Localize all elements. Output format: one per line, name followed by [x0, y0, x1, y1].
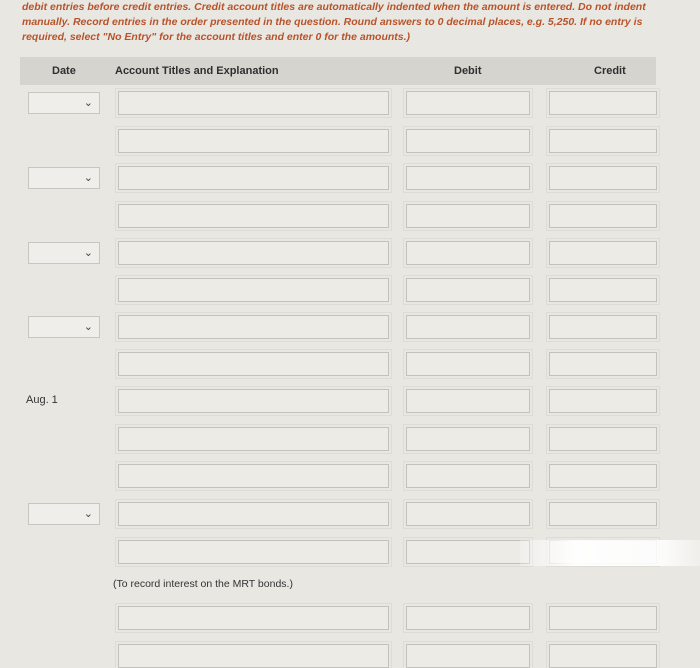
account-title-input[interactable] [118, 389, 389, 413]
credit-input[interactable] [549, 540, 657, 564]
debit-input[interactable] [406, 315, 530, 339]
credit-input[interactable] [549, 91, 657, 115]
account-title-input[interactable] [118, 644, 389, 668]
debit-input[interactable] [406, 427, 530, 451]
credit-input[interactable] [549, 502, 657, 526]
journal-row [0, 464, 700, 488]
entry-explanation-note: (To record interest on the MRT bonds.) [113, 578, 293, 590]
credit-input[interactable] [549, 606, 657, 630]
credit-input[interactable] [549, 427, 657, 451]
debit-input[interactable] [406, 241, 530, 265]
account-title-input[interactable] [118, 241, 389, 265]
account-title-input[interactable] [118, 278, 389, 302]
date-select[interactable] [28, 92, 100, 114]
account-title-input[interactable] [118, 464, 389, 488]
debit-input[interactable] [406, 129, 530, 153]
credit-input[interactable] [549, 315, 657, 339]
credit-input[interactable] [549, 352, 657, 376]
chevron-down-icon: ⌄ [83, 96, 93, 109]
header-credit: Credit [594, 65, 626, 77]
credit-input[interactable] [549, 278, 657, 302]
credit-input[interactable] [549, 644, 657, 668]
journal-row [0, 129, 700, 153]
entry-date: Aug. 1 [26, 394, 58, 406]
journal-row [0, 540, 700, 564]
debit-input[interactable] [406, 502, 530, 526]
account-title-input[interactable] [118, 606, 389, 630]
date-select[interactable] [28, 242, 100, 264]
chevron-down-icon: ⌄ [83, 171, 93, 184]
journal-row [0, 389, 700, 413]
debit-input[interactable] [406, 606, 530, 630]
account-title-input[interactable] [118, 91, 389, 115]
journal-row [0, 352, 700, 376]
debit-input[interactable] [406, 540, 530, 564]
journal-table-header [20, 57, 656, 85]
account-title-input[interactable] [118, 166, 389, 190]
debit-input[interactable] [406, 464, 530, 488]
debit-input[interactable] [406, 91, 530, 115]
date-select[interactable] [28, 316, 100, 338]
account-title-input[interactable] [118, 352, 389, 376]
account-title-input[interactable] [118, 540, 389, 564]
journal-row [0, 241, 700, 265]
journal-row [0, 427, 700, 451]
credit-input[interactable] [549, 241, 657, 265]
journal-row [0, 606, 700, 630]
credit-input[interactable] [549, 464, 657, 488]
chevron-down-icon: ⌄ [83, 507, 93, 520]
header-date: Date [52, 65, 76, 77]
journal-row [0, 166, 700, 190]
journal-row [0, 315, 700, 339]
debit-input[interactable] [406, 352, 530, 376]
instructions-text: debit entries before credit entries. Credit account titles are automatically indented when the amount is entered. Do not indent manually. Record entries in the order presented in the question. Round answers to 0 decimal places, e.g. 5,250. If no entry is required, select "No Entry" for the account titles and enter 0 for the amounts.) [22, 1, 646, 43]
account-title-input[interactable] [118, 502, 389, 526]
journal-row [0, 204, 700, 228]
credit-input[interactable] [549, 389, 657, 413]
account-title-input[interactable] [118, 427, 389, 451]
date-select[interactable] [28, 503, 100, 525]
chevron-down-icon: ⌄ [83, 246, 93, 259]
debit-input[interactable] [406, 644, 530, 668]
credit-input[interactable] [549, 166, 657, 190]
credit-input[interactable] [549, 129, 657, 153]
journal-row [0, 644, 700, 668]
debit-input[interactable] [406, 278, 530, 302]
account-title-input[interactable] [118, 129, 389, 153]
chevron-down-icon: ⌄ [83, 320, 93, 333]
debit-input[interactable] [406, 204, 530, 228]
debit-input[interactable] [406, 166, 530, 190]
credit-input[interactable] [549, 204, 657, 228]
journal-row [0, 502, 700, 526]
account-title-input[interactable] [118, 315, 389, 339]
journal-row [0, 278, 700, 302]
header-debit: Debit [454, 65, 482, 77]
account-title-input[interactable] [118, 204, 389, 228]
header-account-titles: Account Titles and Explanation [115, 65, 279, 77]
date-select[interactable] [28, 167, 100, 189]
journal-row [0, 91, 700, 115]
debit-input[interactable] [406, 389, 530, 413]
